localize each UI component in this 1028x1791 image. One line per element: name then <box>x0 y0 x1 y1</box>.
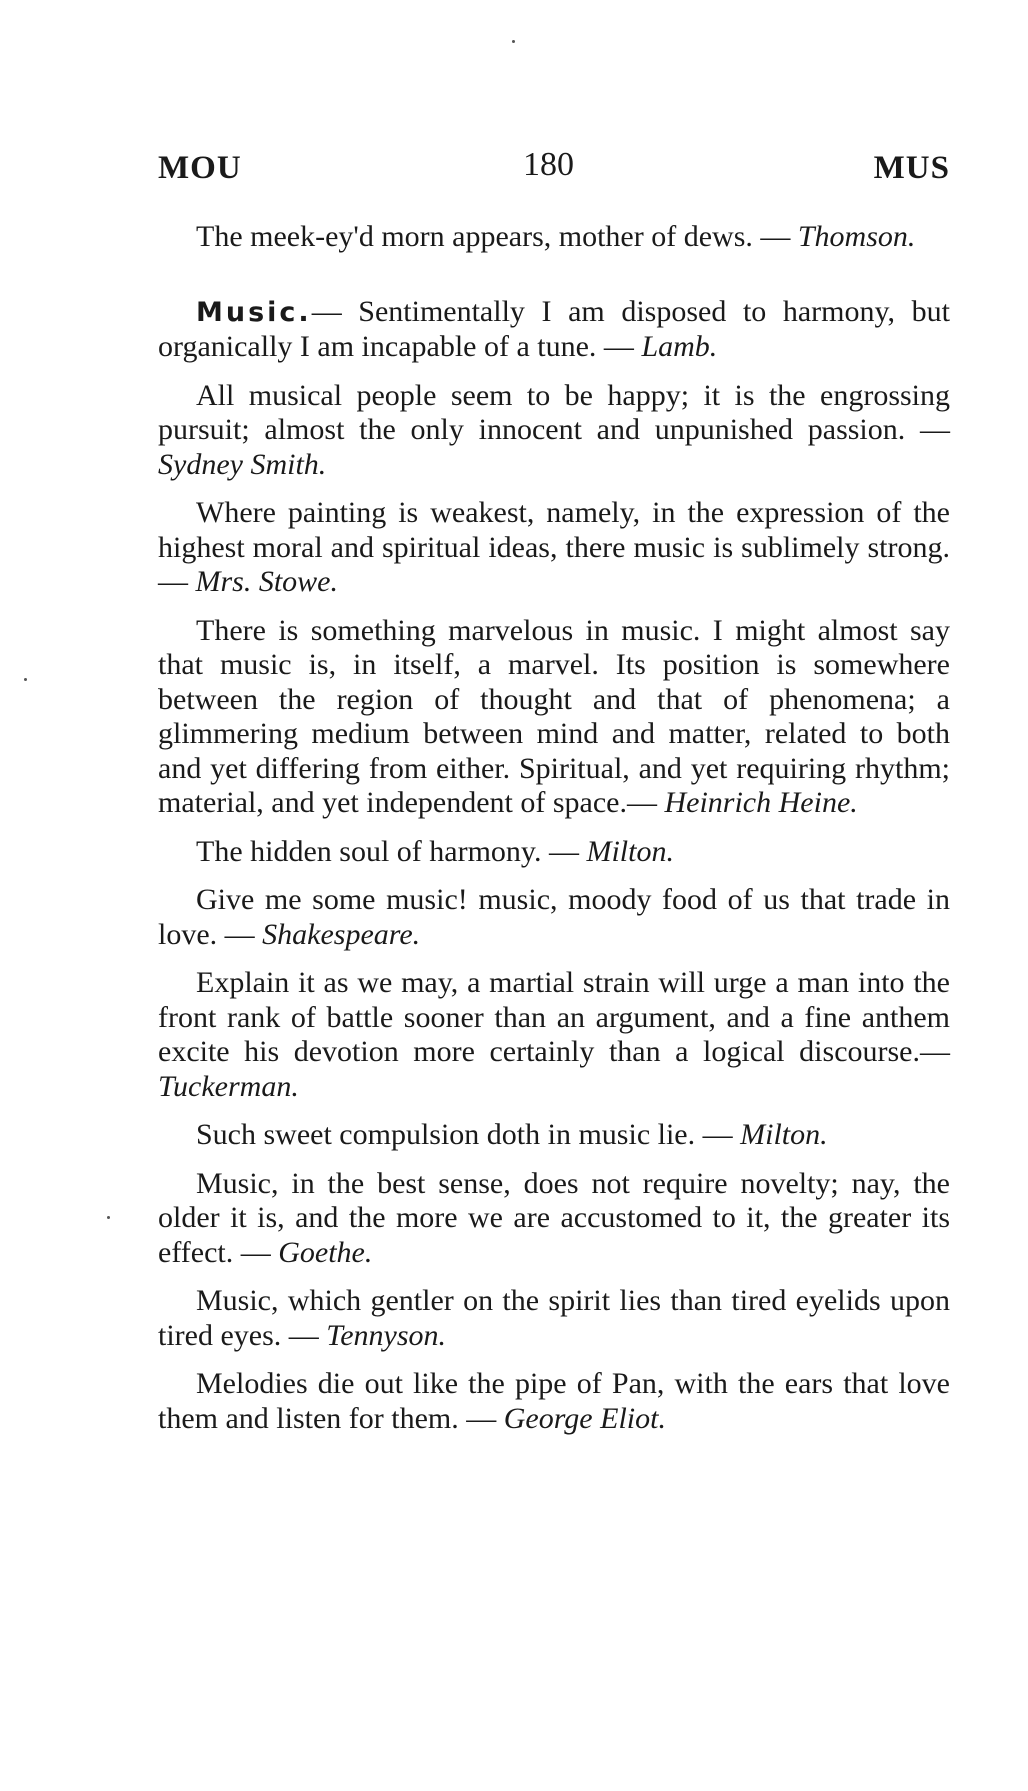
quotation <box>158 496 950 600</box>
quotation <box>158 835 950 870</box>
quotation <box>158 614 950 821</box>
quotation-list <box>158 220 950 1450</box>
quote-text: All musical people seem to be happy; it is the engrossing pursuit; almost the only innocent and unpunished passion. — <box>158 378 950 446</box>
topic-heading: Music. <box>196 296 312 328</box>
quote-author: Sydney Smith. <box>158 447 327 481</box>
quotation <box>158 379 950 483</box>
quote-text: Music, in the best sense, does not require novelty; nay, the older it is, and the more we are accustomed to it, the greater its effect. — <box>158 1166 950 1269</box>
quote-text: Music, which gentler on the spirit lies than tired eyelids upon tired eyes. — <box>158 1284 950 1352</box>
running-header <box>158 146 950 196</box>
quotation <box>158 883 950 952</box>
quotation <box>158 1167 950 1271</box>
quote-author: Heinrich Heine. <box>664 786 858 819</box>
quotation <box>158 966 950 1104</box>
quote-text: Where painting is weakest, namely, in the expression of the highest moral and spiritual ideas, there music is sublimely strong. — <box>158 496 950 598</box>
quote-author: Thomson. <box>797 220 916 253</box>
quote-author: Goethe. <box>278 1235 373 1269</box>
quote-author: Mrs. Stowe. <box>195 565 338 598</box>
quote-text: The meek-ey'd morn appears, mother of dews. — <box>196 220 798 253</box>
quotation <box>158 1367 950 1436</box>
quotation <box>158 1118 950 1153</box>
quote-text: There is something marvelous in music. I might almost say that music is, in itself, a marvel. Its position is somewhere between the region of thought and that of phenomena; a glimmering medium between mind and matter, related to both and yet differing from either. Spiritual, and yet requiring rhythm; material, and yet independent of space.— <box>158 613 950 819</box>
page-number: 180 <box>523 146 574 183</box>
quote-author: Lamb. <box>641 330 718 363</box>
header-left: MOU <box>158 150 242 186</box>
quote-text: — Sentimentally I am disposed to harmony, but organically I am incapable of a tune. — <box>158 294 950 363</box>
header-right: MUS <box>873 150 950 186</box>
paper-speck <box>24 678 27 681</box>
quote-author: George Eliot. <box>503 1401 666 1435</box>
quotation <box>158 295 950 365</box>
quote-text: Melodies die out like the pipe of Pan, with the ears that love them and listen for them. — <box>158 1367 950 1435</box>
quote-author: Tennyson. <box>326 1318 447 1352</box>
quote-author: Milton. <box>586 834 674 868</box>
quotation <box>158 1284 950 1353</box>
quotation <box>158 220 950 255</box>
paper-speck <box>107 1216 110 1219</box>
quote-author: Shakespeare. <box>262 917 421 951</box>
quote-author: Milton. <box>740 1118 828 1151</box>
paper-speck <box>512 40 515 43</box>
quote-text: Explain it as we may, a martial strain will urge a man into the front rank of battle sooner than an argument, and a fine anthem excite his devotion more certainly than a logical discourse.— <box>158 966 950 1068</box>
quote-text: The hidden soul of harmony. — <box>196 834 587 868</box>
quote-text: Give me some music! music, moody food of us that trade in love. — <box>158 883 950 951</box>
quote-author: Tuckerman. <box>158 1069 299 1103</box>
quote-text: Such sweet compulsion doth in music lie. — <box>196 1118 741 1151</box>
